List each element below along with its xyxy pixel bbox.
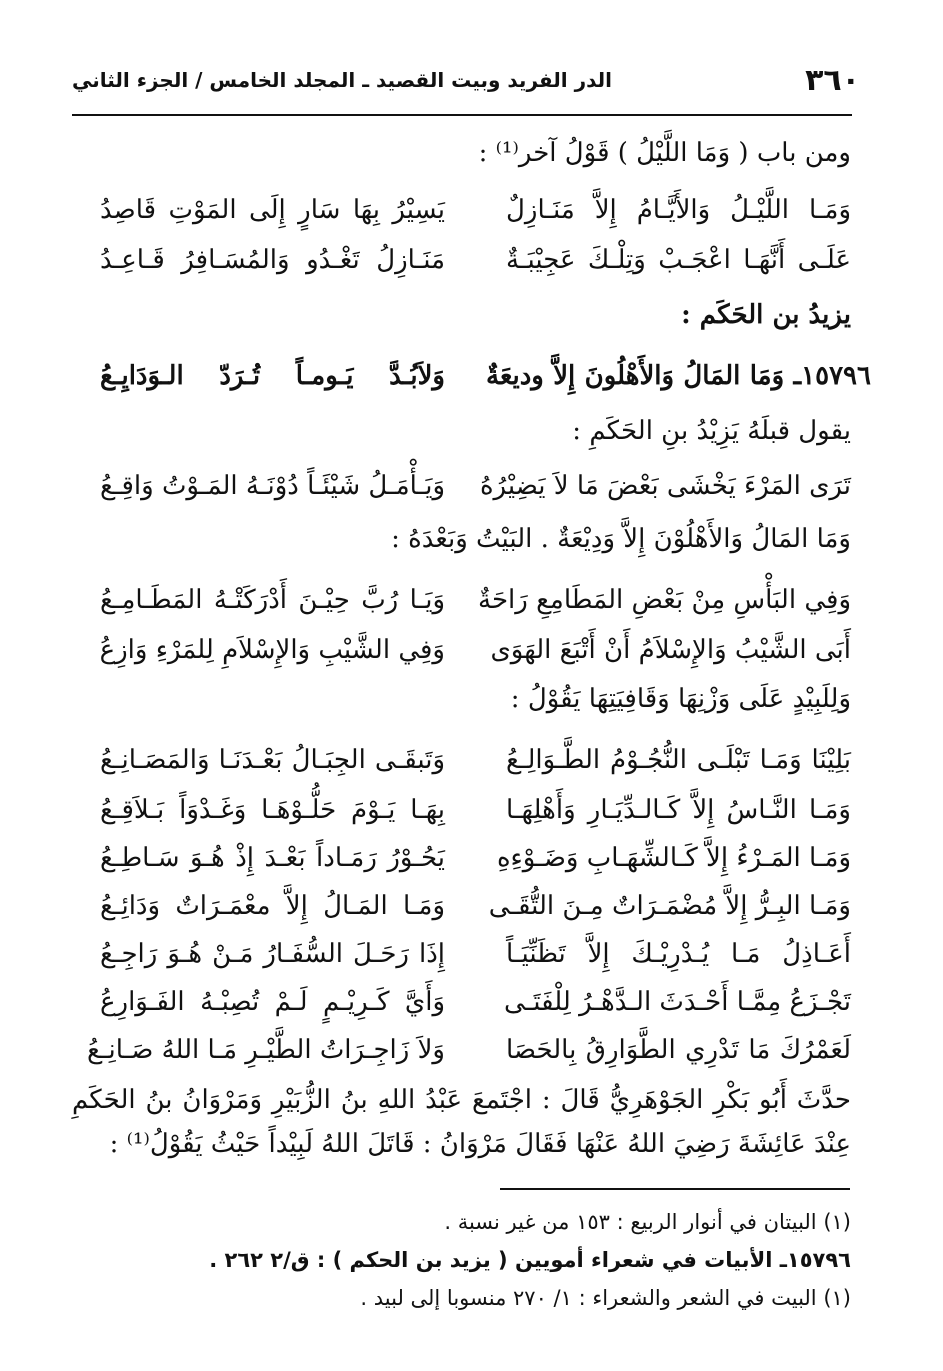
verse-first-hemistich: وَمَـا النَّـاسُ إِلاَّ كَـالـدِّيَـارِ وَأَهْلِهَـا [506, 795, 851, 825]
verse-first-hemistich: أَبَى الشَّيْبُ وَالإِسْلاَمُ أَنْ أَتْبَعَ الهَوَى [490, 635, 851, 665]
verse-number: ١٥٧٩٦ـ [793, 361, 871, 391]
verse-row [100, 630, 851, 670]
verse-second-hemistich: بِهَـا يَـوْمَ حَلُّـوْهَـا وَغَـدْوَاً بَـلاَقِـعُ [100, 795, 445, 825]
intro-line-2: يقول قبلَهُ يَزِيْدُ بنِ الحَكَمِ : [572, 416, 851, 446]
page-number: ٣٦٠ [805, 62, 860, 98]
verse-row [100, 838, 851, 878]
header-rule [72, 114, 852, 116]
verse-row [87, 1030, 851, 1070]
verse-second-hemistich: مَنَـازِلُ تَغْـدُو وَالمُسَـافِرُ قَـاعِـدُ [100, 245, 445, 275]
verse-row [100, 886, 851, 926]
running-title: الدر الفريد وبيت القصيد ـ المجلد الخامس / الجزء الثاني [72, 68, 613, 92]
intro-line-3: وَمَا المَالُ وَالأَهْلُوْنَ إِلاَّ وَدِيْعَةٌ . البَيْتُ وَبَعْدَهُ : [391, 524, 851, 554]
footnote-2: ١٥٧٩٦ـ الأبيات في شعراء أمويين ( يزيد بن الحكم ) : ق/٢ ٢٦٢ . [209, 1248, 851, 1272]
verse-first-hemistich: تَرَى المَرْءَ يَخْشَى بَعْضَ مَا لاَ يَضِيْرُهُ [479, 471, 851, 501]
verse-second-hemistich: وَلاَ زَاجِـرَاتُ الطَّيْـرِ مَـا اللهُ صَـانِـعُ [87, 1035, 445, 1065]
verse-first-hemistich: وَمَـا المَـرْءُ إِلاَّ كَـالشِّهَـابِ وَضَـوْءِهِ [496, 843, 851, 873]
verse-row [100, 790, 851, 830]
verse-first-hemistich: عَلَـى أَنَّهَـا اعْجَـبْ وَتِلْـكَ عَجِيْبَـةٌ [506, 245, 851, 275]
verse-second-hemistich: وَمَـا المَـالُ إِلاَّ معْمَـرَاتٌ وَدَائِـعُ [100, 891, 445, 921]
verse-row [100, 240, 851, 280]
main-verse-first-text: وَمَا المَالُ وَالأَهْلُونَ إِلاَّ وديعَةٌ [486, 361, 785, 391]
main-verse-first-hemistich [486, 361, 871, 391]
intro-line-4: وَلِلَبِيْدٍ عَلَى وَزْنِهَا وَقَافِيَتِهَا يَقُوْلُ : [510, 684, 851, 714]
verse-row [100, 982, 851, 1022]
verse-row [100, 466, 851, 506]
verse-first-hemistich: لَعَمْرُكَ مَا تَدْرِي الطَّوَارِقُ بِالحَصَا [506, 1035, 851, 1065]
main-verse-row [100, 356, 871, 396]
verse-second-hemistich: وَتَبقَـى الجِبَـالُ بَعْـدَنَـا وَالمَصَـانِـعُ [100, 745, 445, 775]
page-header [72, 58, 860, 102]
verse-first-hemistich: بَلِيْنَا وَمَـا تَبْلَـى النُّجُـوْمُ الطَّـوَالِـعُ [506, 745, 851, 775]
verse-second-hemistich: وَأَيَّ كَـرِيْـمٍ لَـمْ تُصِبْـهُ الفَـوَارِعُ [100, 987, 445, 1017]
prose-paragraph: حدَّثَ أَبُو بَكْرِ الجَوْهَرِيُّ قَالَ : اجْتَمعَ عَبْدُ اللهِ بنُ الزُّبَيْرِ وَمَرْوَانُ بنُ الحَكَمِ عِنْدَ عَائِشَةَ رَضِيَ اللهُ عَنْهَا فَقَالَ مَرْوَانُ : قَاتَلَ اللهُ لَبِيْداً حَيْثُ يَقُوْلُ⁽¹⁾ : [72, 1085, 851, 1159]
verse-first-hemistich: وَفِي البَأْسِ مِنْ بَعْضِ المَطَامِعِ رَاحَةٌ [478, 585, 851, 615]
verse-row [100, 580, 851, 620]
main-verse-second-hemistich: وَلاَبُـدَّ يَـومـاً تُـرَدّ الـوَدَايِـعُ [100, 361, 445, 391]
verse-first-hemistich: وَمَـا اللَّيْـلُ وَالأَيَّـامُ إِلاَّ مَنَـازِلٌ [506, 195, 851, 225]
verse-second-hemistich: يَحُـوْرُ رَمَـاداً بَعْـدَ إِذْ هُـوَ سَـاطِـعُ [100, 843, 445, 873]
verse-second-hemistich: يَسِيْرُ بِهَا سَارٍ إِلَى المَوْتِ قَاصِدُ [100, 195, 445, 225]
poet-heading: يزيدُ بن الحَكَم : [681, 300, 851, 330]
verse-first-hemistich: وَمَـا البِـرُّ إِلاَّ مُضْمَـرَاتٌ مِـنَ التُّقَـى [488, 891, 851, 921]
footnote-1: (١) البيتان في أنوار الربيع : ١٥٣ من غير نسبة . [444, 1210, 851, 1234]
verse-second-hemistich: وَفِي الشَّيْبِ وَالإِسْلاَمِ لِلمَرْءِ وَازِعُ [99, 635, 445, 665]
footnote-3: (١) البيت في الشعر والشعراء : ١/ ٢٧٠ منسوبا إلى لبيد . [360, 1286, 851, 1310]
verse-first-hemistich: تَجْـزَعُ مِمَّـا أَحْـدَثَ الـدَّهْـرُ لِلْفَتَـى [504, 987, 851, 1017]
verse-second-hemistich: وَيَـا رُبَّ حِيْـنَ أَدْرَكَتْـهُ المَطَـامِـعُ [100, 585, 445, 615]
footnote-rule [500, 1188, 850, 1190]
intro-line-1: ومن باب ( وَمَا اللَّيْلُ ) قَوْلُ آخر⁽¹⁾ : [478, 138, 851, 168]
verse-row [100, 190, 851, 230]
verse-second-hemistich: وَيَـأْمَـلُ شَيْئَـاً دُوْنَـهُ المَـوْتُ وَاقِـعُ [100, 471, 445, 501]
verse-row [100, 934, 851, 974]
verse-second-hemistich: إِذَا رَحَـلَ السُّفَـارُ مَـنْ هُـوَ رَاجِـعُ [100, 939, 445, 969]
verse-first-hemistich: أَعَـاذِلُ مَـا يُـدْرِيْـكَ إِلاَّ تَظَنِّيَـاً [506, 939, 851, 969]
verse-row [100, 740, 851, 780]
